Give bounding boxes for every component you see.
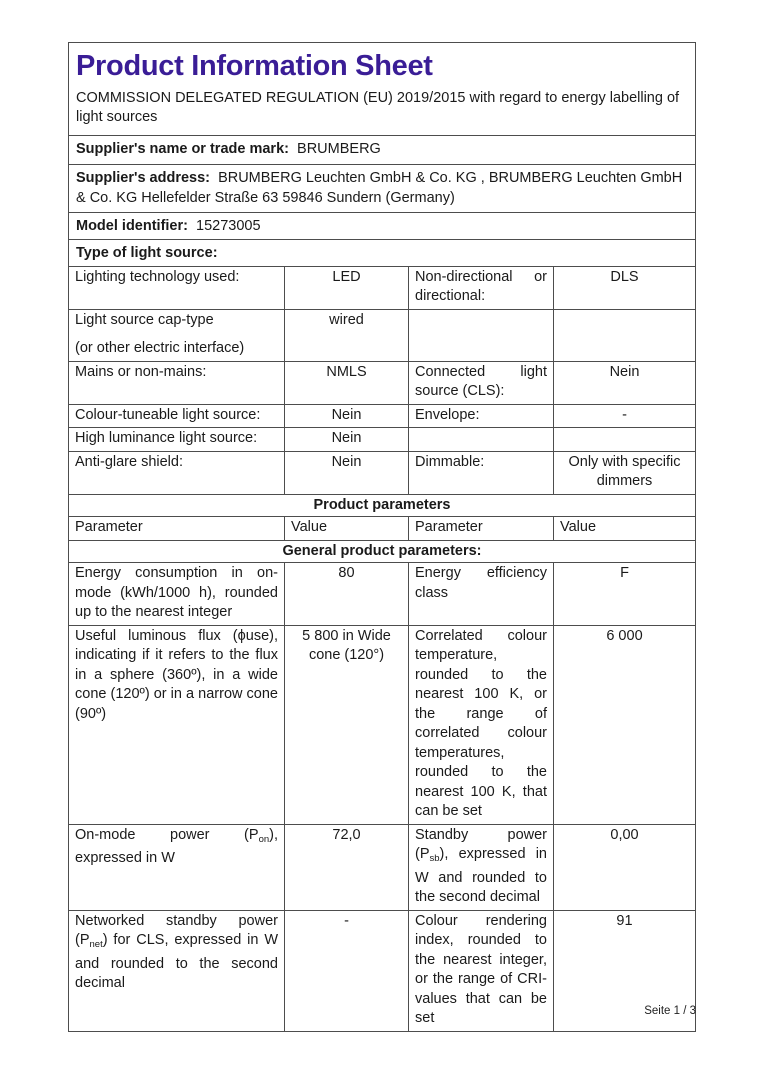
page-number: Seite 1 / 3	[644, 1005, 696, 1017]
value-cell-right	[553, 428, 695, 451]
param-cell-right: Envelope:	[408, 405, 553, 428]
param-cell-left	[69, 310, 284, 361]
subscript-sb: sb	[429, 853, 440, 864]
param-cell-right: Dimmable:	[408, 452, 553, 494]
param-cell-right	[408, 310, 553, 361]
model-identifier-value: 15273005	[196, 218, 261, 234]
subscript-net: net	[89, 939, 103, 950]
column-header-parameter-left: Parameter	[75, 519, 143, 535]
value-cell-right: Only with specific dimmers	[553, 452, 695, 494]
param-cell-left: Useful luminous flux (ϕuse), indicating if it refers to the flux in a sphere (360º), in a wide cone (120º) or in a narrow cone (90º)	[75, 627, 278, 722]
supplier-name-label: Supplier's name or trade mark:	[76, 141, 289, 157]
param-cell-left: On-mode power $(P_{on})$, expressed in W	[75, 826, 278, 866]
param-cell-left: Anti-glare shield:	[75, 453, 183, 470]
section-heading-general-product-parameters: General product parameters:	[68, 540, 696, 564]
value-cell-left: 72,0	[284, 825, 408, 910]
value-cell-left: LED	[284, 267, 408, 309]
param-cell-right: Standby power $(P_{sb})$, expressed in W and rounded to the second decimal	[408, 825, 553, 910]
value-cell-right: DLS	[553, 267, 695, 309]
param-cell-left: High luminance light source:	[75, 430, 258, 446]
value-cell-left: wired	[284, 310, 408, 361]
supplier-address-label: Supplier's address:	[76, 170, 210, 186]
row-on-mode-power	[68, 824, 696, 911]
row-cap-type	[68, 309, 696, 362]
section-heading-type-of-light-source: Type of light source:	[68, 239, 696, 267]
value-cell-left: NMLS	[284, 362, 408, 404]
row-mains	[68, 361, 696, 405]
row-column-headers	[68, 516, 696, 541]
page-title: Product Information Sheet	[76, 50, 433, 82]
row-lighting-technology	[68, 266, 696, 310]
param-cell-right: Connected light source (CLS):	[408, 362, 553, 404]
param-cell-right: Energy efficiency class	[408, 563, 553, 625]
param-cell-left: Mains or non-mains:	[75, 363, 207, 380]
supplier-address-row	[68, 164, 696, 213]
supplier-name-row	[68, 135, 696, 165]
param-cell-right	[408, 428, 553, 451]
value-cell-right: -	[553, 405, 695, 428]
subscript-on: on	[258, 833, 270, 845]
value-cell-left: 80	[284, 563, 408, 625]
param-cell-right: Correlated colour temperature, rounded to the nearest 100 K, or the range of correlated colour temperatures, rounded to the nearest 100 K, that can be set	[408, 626, 553, 824]
value-cell-right: Nein	[553, 362, 695, 404]
param-cell-left: Energy consumption in on-mode (kWh/1000 h), rounded up to the nearest integer	[75, 565, 278, 620]
value-cell-right	[553, 310, 695, 361]
value-cell-right: 0,00	[553, 825, 695, 910]
value-cell-left: Nein	[284, 428, 408, 451]
model-identifier-label: Model identifier:	[76, 218, 188, 234]
value-cell-left: Nein	[284, 452, 408, 494]
column-header-parameter-right: Parameter	[408, 517, 553, 540]
param-cell-left: Colour-tuneable light source:	[75, 406, 261, 423]
row-networked-standby	[68, 910, 696, 1032]
title-block	[68, 42, 696, 136]
value-cell-right: 6 000	[553, 626, 695, 824]
param-cell-left: Networked standby power $(P_{net})$ for CLS, expressed in W and rounded to the second decimal	[75, 912, 278, 991]
value-cell-right: 91	[553, 911, 695, 1031]
row-anti-glare	[68, 451, 696, 495]
model-identifier-row	[68, 212, 696, 240]
value-cell-left: 5 800 in Wide cone (120°)	[284, 626, 408, 824]
column-header-value-right: Value	[553, 517, 695, 540]
row-energy-consumption	[68, 562, 696, 626]
section-heading-product-parameters: Product parameters	[68, 494, 696, 518]
param-cell-right: Non-directional or directional:	[408, 267, 553, 309]
cap-type-line1: Light source cap-type	[75, 311, 214, 328]
param-cell-right: Colour rendering index, rounded to the nearest integer, or the range of CRI-values that can be set	[408, 911, 553, 1031]
value-cell-left: -	[284, 911, 408, 1031]
row-high-luminance	[68, 427, 696, 452]
row-colour-tuneable	[68, 404, 696, 429]
supplier-name-value: BRUMBERG	[297, 141, 381, 157]
product-information-sheet	[68, 42, 696, 1032]
column-header-value-left: Value	[284, 517, 408, 540]
row-luminous-flux	[68, 625, 696, 825]
value-cell-left: Nein	[284, 405, 408, 428]
param-cell-left: Lighting technology used:	[75, 268, 240, 285]
value-cell-right: F	[553, 563, 695, 625]
cap-type-line2: (or other electric interface)	[75, 340, 245, 356]
regulation-subtitle: COMMISSION DELEGATED REGULATION (EU) 2019/2015 with regard to energy labelling of light sources	[76, 90, 680, 125]
supplier-address-value: BRUMBERG Leuchten GmbH & Co. KG , BRUMBERG Leuchten GmbH & Co. KG Hellefelder Straße 63 59846 Sundern (Germany)	[76, 170, 683, 206]
